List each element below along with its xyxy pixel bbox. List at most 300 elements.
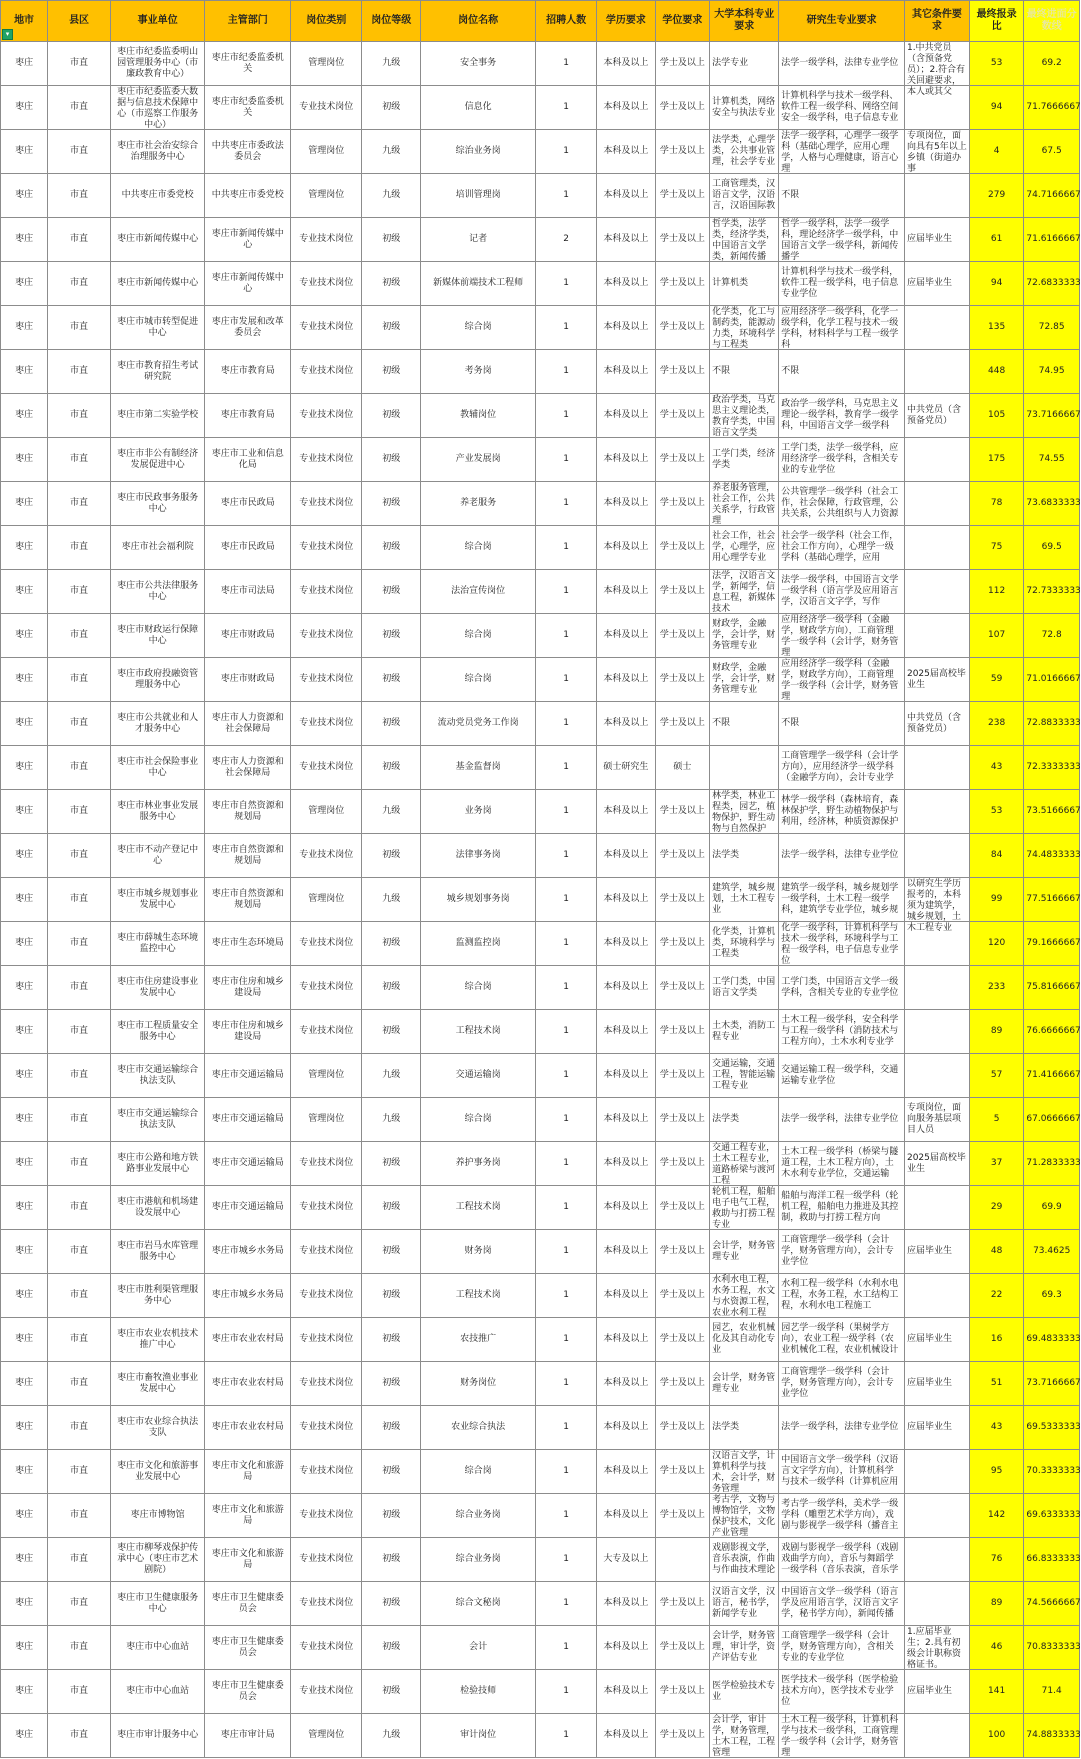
cell-recruit-count[interactable] [536,658,597,702]
cell-district[interactable] [48,1538,111,1582]
cell-final-ratio[interactable] [969,86,1023,130]
cell-undergrad-major[interactable] [710,482,779,526]
cell-post-name[interactable] [421,1054,536,1098]
cell-degree[interactable] [655,438,709,482]
cell-unit[interactable] [110,1582,204,1626]
cell-district[interactable] [48,1186,111,1230]
cell-recruit-count[interactable] [536,1054,597,1098]
cell-other-requirements[interactable] [904,658,969,702]
cell-department[interactable] [205,966,291,1010]
cell-unit[interactable] [110,922,204,966]
cell-post-name[interactable] [421,262,536,306]
cell-department[interactable] [205,1626,291,1670]
cell-grad-major[interactable] [779,614,905,658]
cell-post-category[interactable] [291,1054,362,1098]
cell-unit[interactable] [110,966,204,1010]
cell-grad-major[interactable] [779,1054,905,1098]
cell-recruit-count[interactable] [536,42,597,86]
cell-final-ratio[interactable] [969,746,1023,790]
cell-final-ratio[interactable] [969,614,1023,658]
cell-department[interactable] [205,1670,291,1714]
cell-other-requirements[interactable] [904,130,969,174]
cell-post-category[interactable] [291,86,362,130]
cell-other-requirements[interactable] [904,570,969,614]
cell-grad-major[interactable] [779,1142,905,1186]
cell-unit[interactable] [110,1450,204,1494]
cell-undergrad-major[interactable] [710,86,779,130]
cell-degree[interactable] [655,658,709,702]
cell-undergrad-major[interactable] [710,1362,779,1406]
cell-undergrad-major[interactable] [710,834,779,878]
cell-undergrad-major[interactable] [710,1450,779,1494]
cell-final-ratio[interactable] [969,878,1023,922]
cell-degree[interactable] [655,1670,709,1714]
cell-city[interactable] [1,1274,48,1318]
cell-unit[interactable] [110,1054,204,1098]
cell-post-level[interactable] [362,966,421,1010]
cell-unit[interactable] [110,130,204,174]
cell-final-ratio[interactable] [969,42,1023,86]
cell-education[interactable] [597,1670,656,1714]
cell-final-score-line[interactable] [1024,1450,1080,1494]
cell-other-requirements[interactable] [904,1450,969,1494]
cell-recruit-count[interactable] [536,350,597,394]
cell-post-name[interactable] [421,1318,536,1362]
cell-city[interactable] [1,1362,48,1406]
cell-post-category[interactable] [291,1318,362,1362]
cell-district[interactable] [48,1362,111,1406]
cell-district[interactable] [48,1274,111,1318]
cell-city[interactable] [1,218,48,262]
cell-undergrad-major[interactable] [710,1582,779,1626]
cell-post-name[interactable] [421,1538,536,1582]
cell-recruit-count[interactable] [536,1714,597,1758]
cell-unit[interactable] [110,1362,204,1406]
cell-district[interactable] [48,1494,111,1538]
cell-department[interactable] [205,1010,291,1054]
cell-post-level[interactable] [362,306,421,350]
cell-other-requirements[interactable] [904,438,969,482]
cell-district[interactable] [48,1230,111,1274]
cell-department[interactable] [205,1186,291,1230]
cell-undergrad-major[interactable] [710,1626,779,1670]
cell-recruit-count[interactable] [536,130,597,174]
cell-department[interactable] [205,1318,291,1362]
cell-post-category[interactable] [291,614,362,658]
cell-grad-major[interactable] [779,966,905,1010]
cell-undergrad-major[interactable] [710,1054,779,1098]
cell-unit[interactable] [110,1538,204,1582]
cell-district[interactable] [48,1670,111,1714]
cell-unit[interactable] [110,614,204,658]
cell-degree[interactable] [655,86,709,130]
cell-final-ratio[interactable] [969,130,1023,174]
cell-education[interactable] [597,790,656,834]
header-recruit-count[interactable] [536,1,597,42]
cell-other-requirements[interactable] [904,1186,969,1230]
cell-undergrad-major[interactable] [710,1538,779,1582]
cell-post-category[interactable] [291,526,362,570]
cell-grad-major[interactable] [779,1186,905,1230]
cell-department[interactable] [205,790,291,834]
cell-education[interactable] [597,658,656,702]
cell-post-category[interactable] [291,1538,362,1582]
cell-post-level[interactable] [362,790,421,834]
cell-education[interactable] [597,1714,656,1758]
cell-final-ratio[interactable] [969,1670,1023,1714]
cell-degree[interactable] [655,350,709,394]
cell-city[interactable] [1,746,48,790]
cell-undergrad-major[interactable] [710,966,779,1010]
cell-district[interactable] [48,702,111,746]
cell-undergrad-major[interactable] [710,746,779,790]
cell-unit[interactable] [110,1714,204,1758]
cell-post-level[interactable] [362,1362,421,1406]
cell-education[interactable] [597,482,656,526]
cell-final-ratio[interactable] [969,174,1023,218]
cell-degree[interactable] [655,922,709,966]
cell-final-ratio[interactable] [969,1230,1023,1274]
cell-undergrad-major[interactable] [710,306,779,350]
cell-city[interactable] [1,1142,48,1186]
cell-post-name[interactable] [421,746,536,790]
cell-department[interactable] [205,306,291,350]
cell-post-name[interactable] [421,526,536,570]
cell-recruit-count[interactable] [536,1098,597,1142]
cell-recruit-count[interactable] [536,394,597,438]
cell-degree[interactable] [655,1538,709,1582]
cell-other-requirements[interactable] [904,1230,969,1274]
cell-post-level[interactable] [362,482,421,526]
cell-grad-major[interactable] [779,218,905,262]
cell-post-name[interactable] [421,1406,536,1450]
cell-degree[interactable] [655,482,709,526]
cell-department[interactable] [205,394,291,438]
cell-recruit-count[interactable] [536,966,597,1010]
cell-final-ratio[interactable] [969,526,1023,570]
cell-undergrad-major[interactable] [710,350,779,394]
cell-final-score-line[interactable] [1024,130,1080,174]
cell-post-name[interactable] [421,834,536,878]
cell-unit[interactable] [110,174,204,218]
cell-district[interactable] [48,746,111,790]
cell-final-ratio[interactable] [969,1362,1023,1406]
cell-final-score-line[interactable] [1024,42,1080,86]
cell-post-name[interactable] [421,86,536,130]
cell-post-level[interactable] [362,1494,421,1538]
cell-undergrad-major[interactable] [710,922,779,966]
cell-other-requirements[interactable] [904,834,969,878]
cell-unit[interactable] [110,1318,204,1362]
header-post-category[interactable] [291,1,362,42]
cell-other-requirements[interactable] [904,1538,969,1582]
cell-final-score-line[interactable] [1024,702,1080,746]
cell-final-ratio[interactable] [969,306,1023,350]
header-department[interactable] [205,1,291,42]
cell-post-level[interactable] [362,1450,421,1494]
cell-unit[interactable] [110,1098,204,1142]
cell-city[interactable] [1,834,48,878]
cell-undergrad-major[interactable] [710,526,779,570]
cell-education[interactable] [597,86,656,130]
cell-grad-major[interactable] [779,1538,905,1582]
cell-post-category[interactable] [291,702,362,746]
cell-district[interactable] [48,1406,111,1450]
cell-post-name[interactable] [421,702,536,746]
cell-post-name[interactable] [421,306,536,350]
cell-post-category[interactable] [291,1142,362,1186]
cell-post-level[interactable] [362,1626,421,1670]
cell-education[interactable] [597,1582,656,1626]
cell-degree[interactable] [655,1450,709,1494]
cell-city[interactable] [1,1714,48,1758]
cell-district[interactable] [48,218,111,262]
cell-undergrad-major[interactable] [710,1098,779,1142]
cell-post-level[interactable] [362,174,421,218]
cell-final-score-line[interactable] [1024,262,1080,306]
cell-department[interactable] [205,922,291,966]
cell-post-level[interactable] [362,702,421,746]
cell-recruit-count[interactable] [536,1582,597,1626]
cell-post-name[interactable] [421,966,536,1010]
cell-district[interactable] [48,130,111,174]
cell-other-requirements[interactable] [904,526,969,570]
cell-unit[interactable] [110,1670,204,1714]
cell-department[interactable] [205,1450,291,1494]
cell-degree[interactable] [655,746,709,790]
cell-other-requirements[interactable] [904,614,969,658]
cell-final-score-line[interactable] [1024,1098,1080,1142]
cell-post-category[interactable] [291,1714,362,1758]
cell-department[interactable] [205,526,291,570]
cell-degree[interactable] [655,1626,709,1670]
cell-grad-major[interactable] [779,526,905,570]
cell-district[interactable] [48,1318,111,1362]
cell-undergrad-major[interactable] [710,658,779,702]
cell-recruit-count[interactable] [536,1406,597,1450]
cell-post-category[interactable] [291,1494,362,1538]
cell-undergrad-major[interactable] [710,878,779,922]
cell-department[interactable] [205,834,291,878]
cell-department[interactable] [205,1098,291,1142]
cell-district[interactable] [48,966,111,1010]
cell-education[interactable] [597,1538,656,1582]
cell-post-category[interactable] [291,218,362,262]
cell-unit[interactable] [110,350,204,394]
cell-final-score-line[interactable] [1024,1714,1080,1758]
cell-recruit-count[interactable] [536,834,597,878]
cell-department[interactable] [205,1538,291,1582]
cell-other-requirements[interactable] [904,1010,969,1054]
cell-post-level[interactable] [362,1010,421,1054]
cell-district[interactable] [48,1714,111,1758]
cell-recruit-count[interactable] [536,482,597,526]
cell-other-requirements[interactable] [904,1714,969,1758]
cell-grad-major[interactable] [779,1670,905,1714]
cell-city[interactable] [1,482,48,526]
cell-city[interactable] [1,1098,48,1142]
cell-final-ratio[interactable] [969,570,1023,614]
cell-final-ratio[interactable] [969,702,1023,746]
cell-unit[interactable] [110,790,204,834]
cell-unit[interactable] [110,1230,204,1274]
cell-post-category[interactable] [291,1626,362,1670]
cell-post-name[interactable] [421,790,536,834]
cell-education[interactable] [597,174,656,218]
cell-degree[interactable] [655,262,709,306]
cell-undergrad-major[interactable] [710,702,779,746]
filter-icon[interactable]: ▾ [2,29,13,40]
cell-city[interactable] [1,1626,48,1670]
cell-final-score-line[interactable] [1024,1406,1080,1450]
cell-post-category[interactable] [291,1362,362,1406]
cell-city[interactable] [1,790,48,834]
cell-post-name[interactable] [421,438,536,482]
cell-education[interactable] [597,1626,656,1670]
cell-post-level[interactable] [362,42,421,86]
cell-final-score-line[interactable] [1024,174,1080,218]
cell-final-score-line[interactable] [1024,966,1080,1010]
cell-grad-major[interactable] [779,1714,905,1758]
cell-other-requirements[interactable] [904,1582,969,1626]
cell-city[interactable] [1,1494,48,1538]
cell-city[interactable] [1,350,48,394]
cell-undergrad-major[interactable] [710,1142,779,1186]
cell-city[interactable] [1,306,48,350]
cell-other-requirements[interactable] [904,878,969,933]
cell-education[interactable] [597,438,656,482]
cell-city[interactable] [1,174,48,218]
cell-post-name[interactable] [421,1582,536,1626]
cell-post-category[interactable] [291,262,362,306]
cell-other-requirements[interactable] [904,42,969,97]
cell-city[interactable] [1,966,48,1010]
cell-final-ratio[interactable] [969,1318,1023,1362]
cell-undergrad-major[interactable] [710,1010,779,1054]
cell-post-category[interactable] [291,1406,362,1450]
cell-grad-major[interactable] [779,130,905,174]
cell-post-category[interactable] [291,658,362,702]
cell-degree[interactable] [655,174,709,218]
cell-final-ratio[interactable] [969,1450,1023,1494]
cell-final-ratio[interactable] [969,966,1023,1010]
cell-degree[interactable] [655,1230,709,1274]
cell-department[interactable] [205,130,291,174]
cell-post-category[interactable] [291,130,362,174]
cell-recruit-count[interactable] [536,438,597,482]
cell-city[interactable] [1,922,48,966]
cell-other-requirements[interactable] [904,482,969,526]
cell-other-requirements[interactable] [904,1626,969,1670]
cell-district[interactable] [48,1054,111,1098]
cell-city[interactable] [1,1670,48,1714]
cell-unit[interactable] [110,1406,204,1450]
cell-department[interactable] [205,482,291,526]
cell-district[interactable] [48,790,111,834]
cell-recruit-count[interactable] [536,174,597,218]
cell-degree[interactable] [655,1494,709,1538]
cell-post-level[interactable] [362,834,421,878]
cell-post-level[interactable] [362,1406,421,1450]
cell-final-ratio[interactable] [969,1142,1023,1186]
cell-district[interactable] [48,1626,111,1670]
cell-degree[interactable] [655,218,709,262]
cell-final-ratio[interactable] [969,218,1023,262]
cell-final-score-line[interactable] [1024,614,1080,658]
cell-education[interactable] [597,1362,656,1406]
cell-other-requirements[interactable] [904,174,969,218]
cell-city[interactable] [1,1010,48,1054]
cell-grad-major[interactable] [779,658,905,702]
cell-degree[interactable] [655,1098,709,1142]
cell-recruit-count[interactable] [536,1186,597,1230]
header-final-score-line[interactable] [1024,1,1080,42]
cell-post-category[interactable] [291,1274,362,1318]
cell-grad-major[interactable] [779,1450,905,1494]
cell-post-level[interactable] [362,1274,421,1318]
cell-department[interactable] [205,86,291,130]
cell-grad-major[interactable] [779,86,905,130]
cell-post-name[interactable] [421,482,536,526]
cell-recruit-count[interactable] [536,1538,597,1582]
cell-post-category[interactable] [291,834,362,878]
cell-city[interactable] [1,1054,48,1098]
cell-grad-major[interactable] [779,174,905,218]
cell-final-ratio[interactable] [969,1626,1023,1670]
cell-final-ratio[interactable] [969,350,1023,394]
cell-education[interactable] [597,570,656,614]
cell-final-score-line[interactable] [1024,306,1080,350]
cell-department[interactable] [205,658,291,702]
cell-final-score-line[interactable] [1024,922,1080,966]
cell-city[interactable] [1,570,48,614]
cell-city[interactable] [1,262,48,306]
cell-unit[interactable] [110,218,204,262]
cell-post-name[interactable] [421,1186,536,1230]
cell-post-name[interactable] [421,570,536,614]
cell-undergrad-major[interactable] [710,262,779,306]
cell-department[interactable] [205,262,291,306]
cell-district[interactable] [48,1582,111,1626]
cell-post-category[interactable] [291,1582,362,1626]
cell-final-ratio[interactable] [969,1274,1023,1318]
cell-post-category[interactable] [291,174,362,218]
cell-final-ratio[interactable] [969,658,1023,702]
cell-recruit-count[interactable] [536,1010,597,1054]
cell-final-score-line[interactable] [1024,438,1080,482]
cell-grad-major[interactable] [779,482,905,526]
cell-post-name[interactable] [421,1450,536,1494]
cell-recruit-count[interactable] [536,306,597,350]
cell-recruit-count[interactable] [536,746,597,790]
cell-education[interactable] [597,1010,656,1054]
cell-undergrad-major[interactable] [710,42,779,86]
cell-department[interactable] [205,1362,291,1406]
cell-post-level[interactable] [362,1538,421,1582]
cell-district[interactable] [48,86,111,130]
cell-grad-major[interactable] [779,1010,905,1054]
cell-grad-major[interactable] [779,1098,905,1142]
cell-grad-major[interactable] [779,922,905,966]
cell-post-category[interactable] [291,1670,362,1714]
cell-post-name[interactable] [421,1010,536,1054]
cell-degree[interactable] [655,1318,709,1362]
cell-department[interactable] [205,1054,291,1098]
cell-final-score-line[interactable] [1024,526,1080,570]
cell-city[interactable] [1,1538,48,1582]
cell-post-level[interactable] [362,658,421,702]
cell-degree[interactable] [655,1274,709,1318]
